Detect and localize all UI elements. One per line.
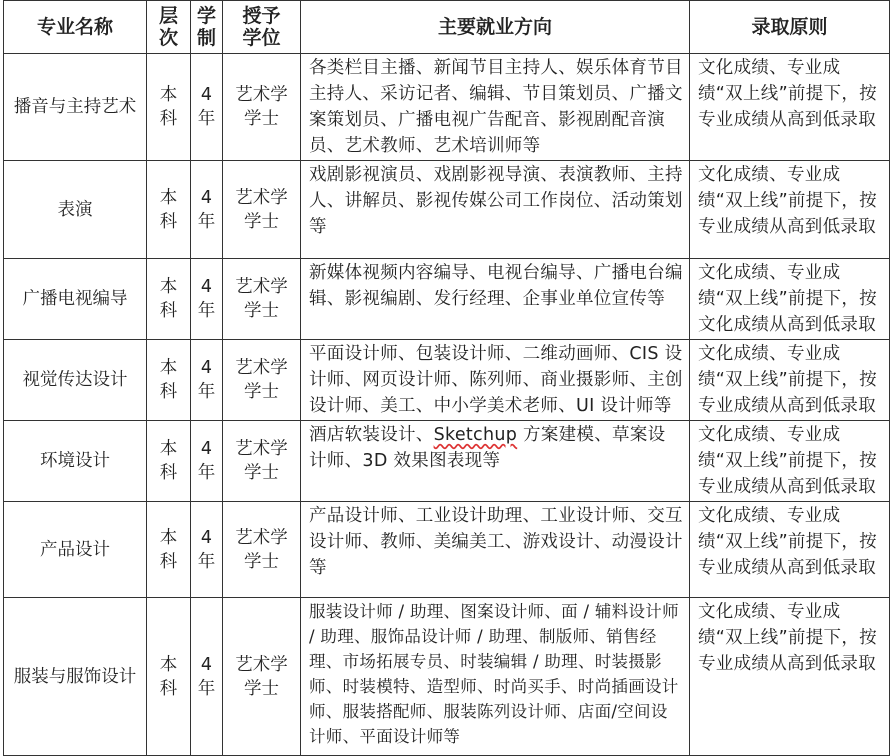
major-name: 服装与服饰设计: [4, 598, 147, 756]
level-cell: 本 科: [147, 502, 191, 598]
years-cell: 4 年: [191, 259, 223, 340]
table-row: [4, 54, 890, 161]
direction-cell: 戏剧影视演员、戏剧影视导演、表演教师、主持人、讲解员、影视传媒公司工作岗位、活动策划等: [301, 161, 690, 259]
rule-cell: 文化成绩、专业成绩“双上线”前提下，按专业成绩从高到低录取: [690, 54, 890, 161]
table-row: [4, 340, 890, 421]
majors-table: [3, 0, 890, 756]
major-name: 广播电视编导: [4, 259, 147, 340]
rule-cell: 文化成绩、专业成绩“双上线”前提下，按文化成绩从高到低录取: [690, 259, 890, 340]
degree-cell: 艺术学 学士: [223, 259, 301, 340]
degree-cell: 艺术学 学士: [223, 598, 301, 756]
major-name: 产品设计: [4, 502, 147, 598]
header-rule: 录取原则: [690, 1, 890, 54]
major-name: 视觉传达设计: [4, 340, 147, 421]
table-row: [4, 421, 890, 502]
degree-cell: 艺术学 学士: [223, 54, 301, 161]
degree-cell: 艺术学 学士: [223, 421, 301, 502]
level-cell: 本 科: [147, 259, 191, 340]
level-cell: 本 科: [147, 340, 191, 421]
major-name: 播音与主持艺术: [4, 54, 147, 161]
table-row: [4, 259, 890, 340]
direction-cell: 酒店软装设计、Sketchup 方案建模、草案设计师、3D 效果图表现等: [301, 421, 690, 502]
direction-cell: 各类栏目主播、新闻节目主持人、娱乐体育节目主持人、采访记者、编辑、节目策划员、广播文案策划员、广播电视广告配音、影视剧配音演员、艺术教师、艺术培训师等: [301, 54, 690, 161]
rule-cell: 文化成绩、专业成绩“双上线”前提下，按专业成绩从高到低录取: [690, 161, 890, 259]
degree-cell: 艺术学 学士: [223, 340, 301, 421]
direction-cell: 新媒体视频内容编导、电视台编导、广播电台编辑、影视编剧、发行经理、企事业单位宣传等: [301, 259, 690, 340]
level-cell: 本 科: [147, 161, 191, 259]
years-cell: 4 年: [191, 54, 223, 161]
level-cell: 本 科: [147, 421, 191, 502]
years-cell: 4 年: [191, 502, 223, 598]
table-row: [4, 502, 890, 598]
rule-cell: 文化成绩、专业成绩“双上线”前提下，按专业成绩从高到低录取: [690, 502, 890, 598]
header-row: [4, 1, 890, 54]
years-cell: 4 年: [191, 421, 223, 502]
degree-cell: 艺术学 学士: [223, 502, 301, 598]
rule-cell: 文化成绩、专业成绩“双上线”前提下，按专业成绩从高到低录取: [690, 421, 890, 502]
rule-cell: 文化成绩、专业成绩“双上线”前提下，按专业成绩从高到低录取: [690, 598, 890, 756]
direction-cell: 平面设计师、包装设计师、二维动画师、CIS 设计师、网页设计师、陈列师、商业摄影师、主创设计师、美工、中小学美术老师、UI 设计师等: [301, 340, 690, 421]
years-cell: 4 年: [191, 598, 223, 756]
level-cell: 本 科: [147, 54, 191, 161]
table-row: [4, 598, 890, 756]
major-name: 表演: [4, 161, 147, 259]
direction-cell: 产品设计师、工业设计助理、工业设计师、交互设计师、教师、美编美工、游戏设计、动漫设计等: [301, 502, 690, 598]
years-cell: 4 年: [191, 340, 223, 421]
header-level: 层 次: [147, 1, 191, 54]
header-direction: 主要就业方向: [301, 1, 690, 54]
major-name: 环境设计: [4, 421, 147, 502]
direction-cell: 服装设计师 / 助理、图案设计师、面 / 辅料设计师 / 助理、服饰品设计师 / 助理、制版师、销售经理、市场拓展专员、时装编辑 / 助理、时装摄影师、时装模特、造型师、时尚买手、时尚插画设计师、服装搭配师、服装陈列设计师、店面/空间设计师、平面设计师等: [301, 598, 690, 756]
header-degree: 授予 学位: [223, 1, 301, 54]
rule-cell: 文化成绩、专业成绩“双上线”前提下，按专业成绩从高到低录取: [690, 340, 890, 421]
years-cell: 4 年: [191, 161, 223, 259]
sketchup-term: Sketchup: [433, 425, 518, 445]
table-row: [4, 161, 890, 259]
degree-cell: 艺术学 学士: [223, 161, 301, 259]
header-years: 学 制: [191, 1, 223, 54]
level-cell: 本 科: [147, 598, 191, 756]
header-major: 专业名称: [4, 1, 147, 54]
